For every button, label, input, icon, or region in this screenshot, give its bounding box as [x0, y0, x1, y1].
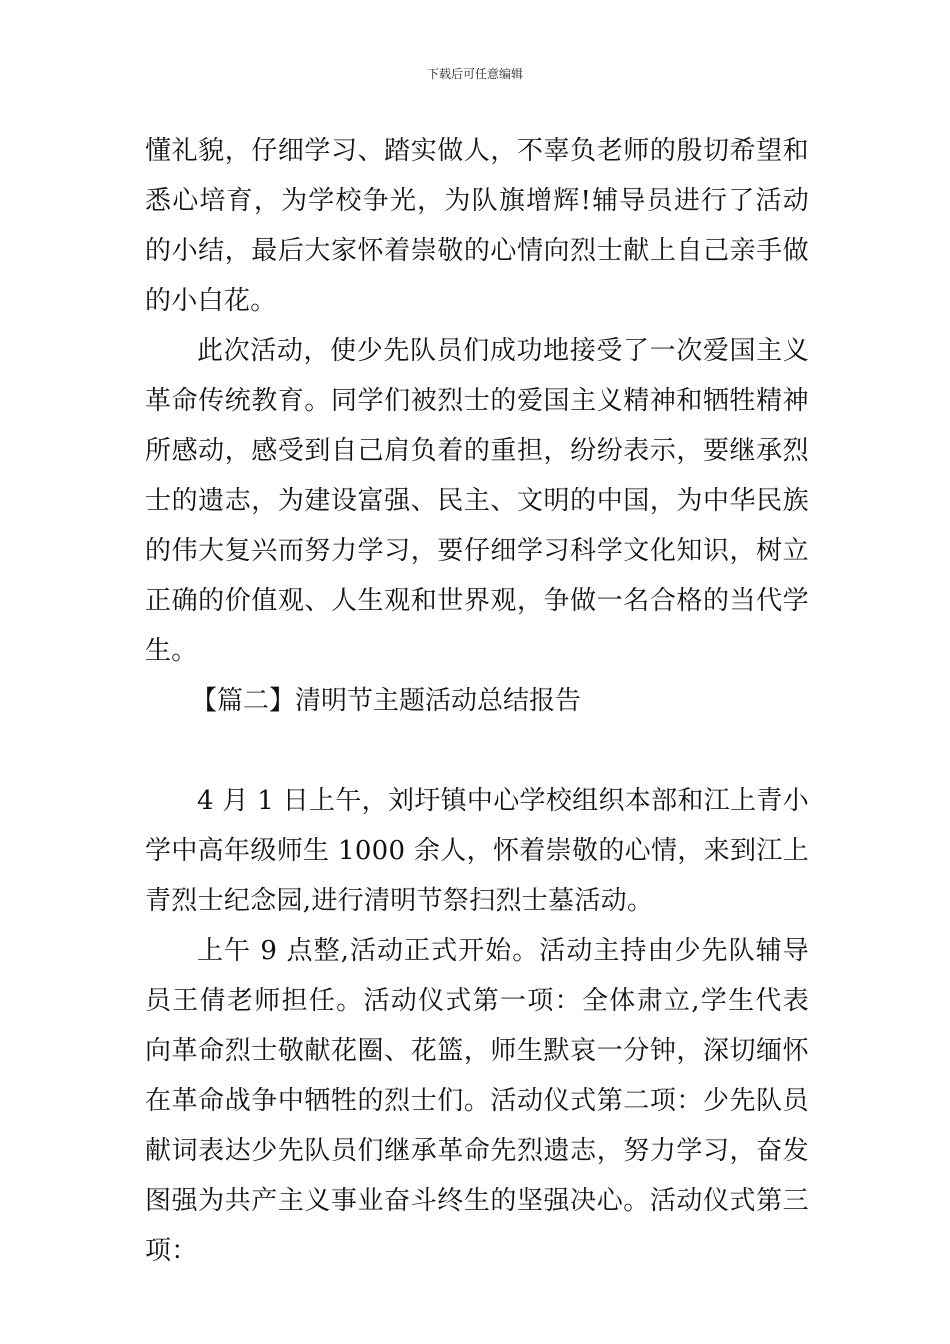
paragraph-4: 上午 9 点整,活动正式开始。活动主持由少先队辅导员王倩老师担任。活动仪式第一项：全体肃立,学生代表向革命烈士敬献花圈、花篮，师生默哀一分钟，深切缅怀在革命战争中牺牲的烈士们。活动仪式第二项：少先队员献词表达少先队员们继承革命先烈遗志，努力学习，奋发图强为共产主义事业奋斗终生的坚强决心。活动仪式第三项： — [145, 936, 809, 1266]
page-header-note: 下载后可任意编辑 — [426, 67, 523, 81]
paragraph-2: 此次活动，使少先队员们成功地接受了一次爱国主义革命传统教育。同学们被烈士的爱国主义精神和牺牲精神所感动，感受到自己肩负着的重担，纷纷表示，要继承烈士的遗志，为建设富强、民主、文明的中国，为中华民族的伟大复兴而努力学习，要仔细学习科学文化知识，树立正确的价值观、人生观和世界观，争做一名合格的当代学生。 — [145, 336, 809, 666]
paragraph-1: 懂礼貌，仔细学习、踏实做人，不辜负老师的殷切希望和悉心培育，为学校争光，为队旗增辉!辅导员进行了活动的小结，最后大家怀着崇敬的心情向烈士献上自己亲手做的小白花。 — [145, 136, 809, 316]
document-body — [145, 126, 809, 1276]
paragraph-3: 4 月 1 日上午，刘圩镇中心学校组织本部和江上青小学中高年级师生 1000 余人，怀着崇敬的心情，来到江上青烈士纪念园,进行清明节祭扫烈士墓活动。 — [145, 786, 809, 916]
section-heading: 【篇二】清明节主题活动总结报告 — [191, 686, 582, 716]
